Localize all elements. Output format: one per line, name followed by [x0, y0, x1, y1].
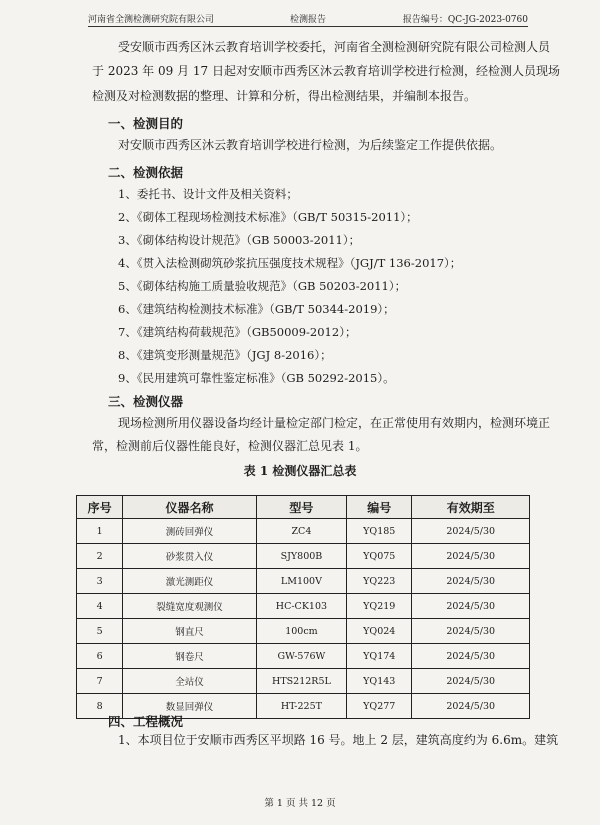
basis-item-5: 5、《砌体结构施工质量验收规范》（GB 50203-2011）；	[118, 279, 407, 293]
header-org: 河南省全测检测研究院有限公司	[88, 15, 215, 25]
cell-model: LM100V	[256, 569, 346, 594]
cell-valid-until: 2024/5/30	[412, 694, 530, 719]
header-number: 编号	[347, 496, 412, 519]
cell-number: YQ277	[347, 694, 412, 719]
page-number: 第 1 页 共 12 页	[264, 798, 336, 809]
basis-item-2: 2、《砌体工程现场检测技术标准》（GB/T 50315-2011）；	[118, 210, 418, 224]
cell-instrument-name: 数显回弹仪	[123, 694, 256, 719]
cell-instrument-name: 钢直尺	[123, 619, 256, 644]
cell-instrument-name: 激光测距仪	[123, 569, 256, 594]
cell-serial: 5	[77, 619, 123, 644]
header-valid-until: 有效期至	[412, 496, 530, 519]
cell-valid-until: 2024/5/30	[412, 519, 530, 544]
section-2-title: 二、检测依据	[108, 165, 184, 180]
cell-valid-until: 2024/5/30	[412, 669, 530, 694]
section-4-title: 四、工程概况	[108, 714, 184, 729]
intro-line-1: 受安顺市西秀区沐云教育培训学校委托，河南省全测检测研究院有限公司检测人员	[118, 40, 551, 54]
cell-model: ZC4	[256, 519, 346, 544]
cell-serial: 8	[77, 694, 123, 719]
section-3-title: 三、检测仪器	[108, 394, 184, 409]
cell-serial: 1	[77, 519, 123, 544]
instrument-table	[76, 495, 530, 719]
basis-item-1: 1、委托书、设计文件及相关资料；	[118, 187, 298, 201]
cell-model: HC-CK103	[256, 594, 346, 619]
cell-number: YQ174	[347, 644, 412, 669]
cell-serial: 6	[77, 644, 123, 669]
header-doc-type: 检测报告	[290, 15, 327, 25]
cell-model: HT-225T	[256, 694, 346, 719]
basis-item-7: 7、《建筑结构荷载规范》（GB50009-2012）；	[118, 325, 357, 339]
cell-instrument-name: 全站仪	[123, 669, 256, 694]
cell-valid-until: 2024/5/30	[412, 544, 530, 569]
cell-serial: 4	[77, 594, 123, 619]
table-row	[77, 594, 530, 619]
basis-item-8: 8、《建筑变形测量规范》（JGJ 8-2016）；	[118, 348, 332, 362]
cell-number: YQ075	[347, 544, 412, 569]
section-3-line-2: 常，检测前后仪器性能良好，检测仪器汇总见表 1。	[92, 439, 368, 453]
cell-model: HTS212R5L	[256, 669, 346, 694]
cell-serial: 2	[77, 544, 123, 569]
cell-instrument-name: 砂浆贯入仪	[123, 544, 256, 569]
cell-model: 100cm	[256, 619, 346, 644]
cell-instrument-name: 裂缝宽度观测仪	[123, 594, 256, 619]
table-row	[77, 569, 530, 594]
table-header-row	[77, 496, 530, 519]
table-caption: 表 1 检测仪器汇总表	[243, 464, 357, 478]
basis-item-9: 9、《民用建筑可靠性鉴定标准》（GB 50292-2015）。	[118, 371, 395, 385]
cell-number: YQ024	[347, 619, 412, 644]
header-report-number: 报告编号：QC-JG-2023-0760	[402, 15, 528, 25]
cell-valid-until: 2024/5/30	[412, 594, 530, 619]
intro-line-3: 检测及对检测数据的整理、计算和分析，得出检测结果，并编制本报告。	[92, 89, 477, 103]
section-3-line-1: 现场检测所用仪器设备均经计量检定部门检定，在正常使用有效期内，检测环境正	[118, 416, 551, 430]
cell-instrument-name: 钢卷尺	[123, 644, 256, 669]
cell-valid-until: 2024/5/30	[412, 569, 530, 594]
cell-number: YQ185	[347, 519, 412, 544]
cell-instrument-name: 测砖回弹仪	[123, 519, 256, 544]
header-serial: 序号	[77, 496, 123, 519]
cell-model: GW-576W	[256, 644, 346, 669]
table-row	[77, 519, 530, 544]
header-model: 型号	[256, 496, 346, 519]
header-instrument-name: 仪器名称	[123, 496, 256, 519]
cell-number: YQ143	[347, 669, 412, 694]
basis-item-4: 4、《贯入法检测砌筑砂浆抗压强度技术规程》（JGJ/T 136-2017）；	[118, 256, 462, 270]
basis-item-3: 3、《砌体结构设计规范》（GB 50003-2011）；	[118, 233, 361, 247]
cell-serial: 7	[77, 669, 123, 694]
cell-valid-until: 2024/5/30	[412, 644, 530, 669]
table-row	[77, 644, 530, 669]
cell-serial: 3	[77, 569, 123, 594]
section-1-text: 对安顺市西秀区沐云教育培训学校进行检测，为后续鉴定工作提供依据。	[118, 138, 503, 152]
basis-item-6: 6、《建筑结构检测技术标准》（GB/T 50344-2019）；	[118, 302, 395, 316]
cell-number: YQ219	[347, 594, 412, 619]
table-row	[77, 544, 530, 569]
page-header	[88, 8, 528, 27]
intro-line-2: 于 2023 年 09 月 17 日起对安顺市西秀区沐云教育培训学校进行检测，经检测人员现场	[92, 64, 560, 78]
table-row	[77, 669, 530, 694]
cell-number: YQ223	[347, 569, 412, 594]
cell-model: SJY800B	[256, 544, 346, 569]
cell-valid-until: 2024/5/30	[412, 619, 530, 644]
table-row	[77, 619, 530, 644]
section-1-title: 一、检测目的	[108, 116, 184, 131]
section-4-line-1: 1、本项目位于安顺市西秀区平坝路 16 号。地上 2 层，建筑高度约为 6.6m。建筑	[118, 733, 559, 747]
